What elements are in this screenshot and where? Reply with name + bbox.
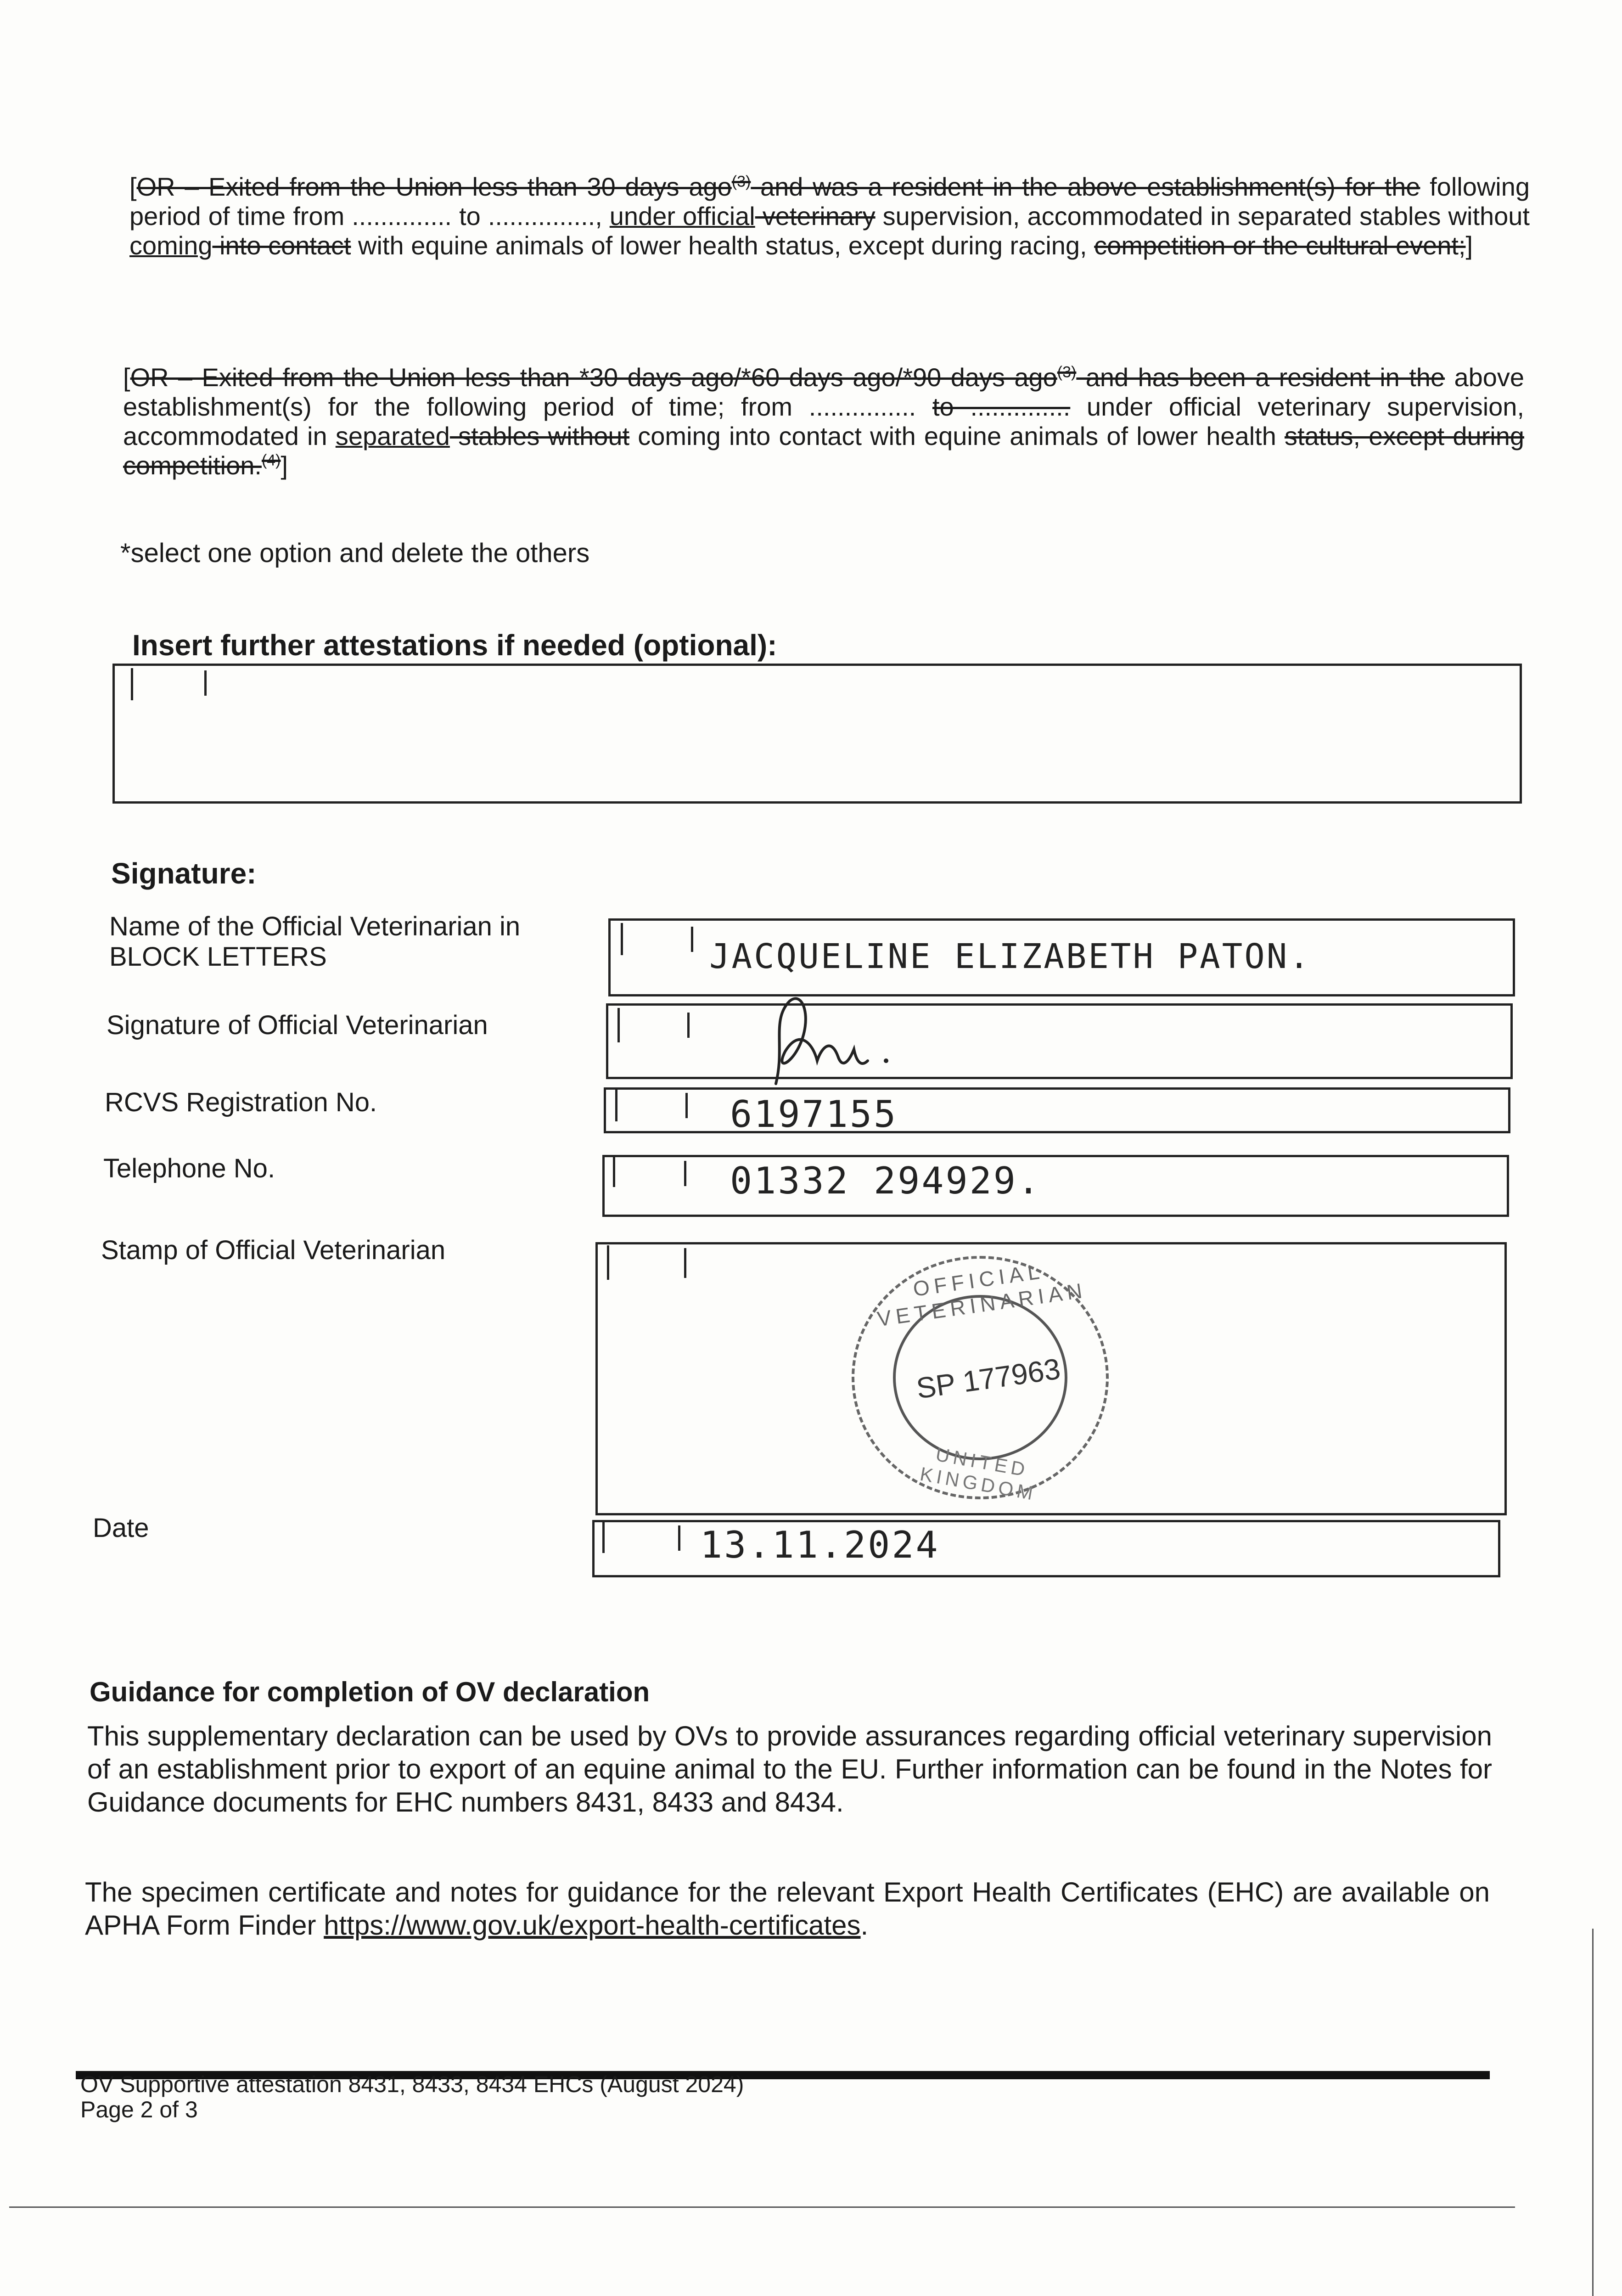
field-tick (684, 1248, 686, 1278)
right-scan-line (1592, 1929, 1594, 2296)
footer-title: OV Supportive attestation 8431, 8433, 8434 EHCs (August 2024) (80, 2071, 744, 2097)
stamp-top-text: OFFICIAL VETERINARIAN (876, 1259, 1089, 1331)
field-tick (602, 1521, 605, 1553)
stamp-label: Stamp of Official Veterinarian (101, 1235, 446, 1265)
rcvs-value: 6197155 (730, 1093, 898, 1136)
attestation-option-2: [OR – Exited from the Union less than *30 days ago/*60 days ago/*90 days ago$^{(3)}$ and has been a resident in the above establishment(s) for the following period of time; from ............... to .............. under official veterinary supervision, accommodated in separated stables without coming into contact with equine animals of lower health status, except during competition.$^{(4)}$] (123, 363, 1525, 480)
field-tick (684, 1161, 686, 1186)
rcvs-label: RCVS Registration No. (105, 1087, 377, 1117)
signature-label: Signature of Official Veterinarian (107, 1010, 488, 1040)
name-label: Name of the Official Veterinarian in BLOCK LETTERS (109, 912, 521, 972)
struck-text: OR – Exited from the Union less than *30 days ago/*60 days ago/*90 days ago (130, 363, 1057, 392)
stamp-bottom-text: UNITED KINGDOM (918, 1443, 1038, 1505)
field-tick (621, 923, 623, 955)
page-number: Page 2 of 3 (80, 2097, 198, 2122)
signature-mark (758, 992, 909, 1097)
signature-heading: Signature: (111, 857, 257, 890)
phone-label: Telephone No. (103, 1154, 275, 1183)
struck-text: and was a resident in the above establishment(s) for the (751, 172, 1420, 201)
phone-value: 01332 294929. (730, 1159, 1042, 1202)
guidance-heading: Guidance for completion of OV declaration (90, 1677, 650, 1707)
stamp-code: SP 177963 (914, 1352, 1063, 1405)
field-tick (678, 1525, 680, 1551)
field-tick (607, 1245, 609, 1280)
attestation-option-1: [OR – Exited from the Union less than 30 days ago$^{(3)}$ and was a resident in the above establishment(s) for the following period of time from .............. to ..............., under official veterinary supervision, accommodated in separated stables without coming into contact with equine animals of lower health status, except during racing, competition or the cultural event;] (129, 172, 1530, 260)
struck-text: OR – Exited from the Union less than 30 days ago (136, 172, 732, 201)
field-tick (685, 1093, 688, 1118)
field-tick (691, 927, 693, 952)
name-value: JACQUELINE ELIZABETH PATON. (709, 937, 1311, 976)
date-value: 13.11.2024 (700, 1524, 940, 1566)
select-note: *select one option and delete the others (120, 538, 590, 568)
guidance-paragraph-2: The specimen certificate and notes for guidance for the relevant Export Health Certificates (EHC) are available on APHA Form Finder https://www.gov.uk/export-health-certificates. (85, 1877, 1490, 1941)
bottom-scan-line (9, 2206, 1515, 2208)
field-tick (615, 1089, 617, 1121)
field-tick (131, 668, 133, 700)
field-tick (617, 1008, 620, 1042)
field-tick (687, 1013, 690, 1038)
field-tick (204, 670, 207, 696)
field-tick (613, 1157, 615, 1187)
further-attestations-field[interactable] (112, 664, 1522, 804)
further-attestations-heading: Insert further attestations if needed (optional): (132, 629, 777, 662)
signature-field[interactable] (606, 1003, 1513, 1079)
date-label: Date (93, 1513, 149, 1543)
form-finder-link[interactable]: https://www.gov.uk/export-health-certificates (324, 1910, 861, 1941)
guidance-paragraph-1: This supplementary declaration can be used by OVs to provide assurances regarding official veterinary supervision of an establishment prior to export of an equine animal to the EU. Further information can be found in the Notes for Guidance documents for EHC numbers 8431, 8433 and 8434. (87, 1721, 1492, 1818)
